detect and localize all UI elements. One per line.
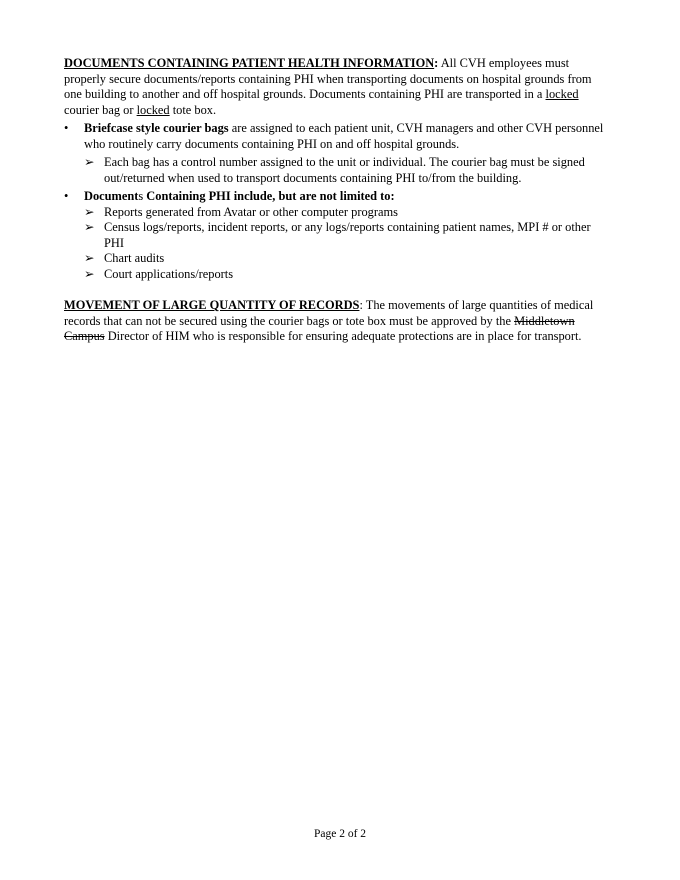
section-large-records bbox=[64, 298, 604, 345]
courier-bags-text: are assigned to each patient unit, CVH managers and other CVH personnel who routinely carry documents containing PHI on and off hospital grounds. bbox=[84, 121, 604, 151]
phi-intro-mid: courier bag or bbox=[64, 102, 137, 117]
phi-intro-end: tote box. bbox=[169, 102, 217, 117]
list-item-text: Court applications/reports bbox=[104, 266, 234, 281]
locked-word-1: locked bbox=[545, 87, 579, 101]
bullet-courier-bags bbox=[64, 121, 604, 152]
list-item-chart-audits bbox=[64, 251, 604, 267]
sub-item-text: Each bag has a control number assigned to the unit or individual. The courier bag must be signed out/returned when used to transport documents containing PHI to/from the building. bbox=[104, 155, 585, 185]
arrow-bullet-icon: ➢ bbox=[84, 220, 95, 234]
phi-heading-colon: : bbox=[434, 56, 439, 70]
list-item-text: Census logs/reports, incident reports, or any logs/reports containing patient names, MPI # or other PHI bbox=[104, 220, 591, 250]
records-text-2: Director of HIM who is responsible for ensuring adequate protections are in place for transport. bbox=[104, 329, 582, 343]
arrow-bullet-icon: ➢ bbox=[84, 266, 95, 281]
list-item-census bbox=[64, 220, 604, 251]
arrow-bullet-icon: ➢ bbox=[84, 251, 95, 265]
courier-bags-bold: Briefcase style courier bags bbox=[84, 121, 229, 135]
documents-plain-s: s bbox=[138, 189, 144, 203]
section-gap bbox=[64, 282, 604, 298]
section-phi-intro bbox=[64, 56, 604, 118]
bullet-documents-phi bbox=[64, 189, 604, 205]
bullet-dot: • bbox=[64, 121, 69, 135]
arrow-bullet-icon: ➢ bbox=[84, 155, 95, 169]
document-page bbox=[64, 56, 604, 345]
struck-middletown-campus: Middletown Campus bbox=[64, 313, 575, 343]
records-heading: MOVEMENT OF LARGE QUANTITY OF RECORDS bbox=[64, 298, 360, 312]
list-item-text: Reports generated from Avatar or other computer programs bbox=[104, 204, 398, 219]
documents-bold-b: Containing PHI include, but are not limited to: bbox=[143, 189, 395, 203]
locked-word-2: locked bbox=[136, 102, 170, 117]
bullet-dot: • bbox=[64, 189, 69, 203]
documents-bold-a: Document bbox=[84, 189, 139, 203]
arrow-bullet-icon: ➢ bbox=[84, 204, 95, 219]
sub-item-control-number bbox=[64, 155, 604, 186]
list-item-avatar bbox=[64, 205, 604, 221]
list-item-court bbox=[64, 267, 604, 283]
records-text-1: : The movements of large quantities of medical records that can not be secured using the courier bags or tote box must be approved by the bbox=[64, 298, 594, 328]
phi-heading: DOCUMENTS CONTAINING PATIENT HEALTH INFORMATION bbox=[64, 56, 435, 70]
phi-intro-text: All CVH employees must properly secure documents/reports containing PHI when transporting documents on hospital grounds from one building to another and off hospital grounds. Documents containing PHI are transported in a bbox=[64, 56, 592, 101]
list-item-text: Chart audits bbox=[104, 251, 165, 265]
page-number-footer: Page 2 of 2 bbox=[313, 828, 367, 840]
